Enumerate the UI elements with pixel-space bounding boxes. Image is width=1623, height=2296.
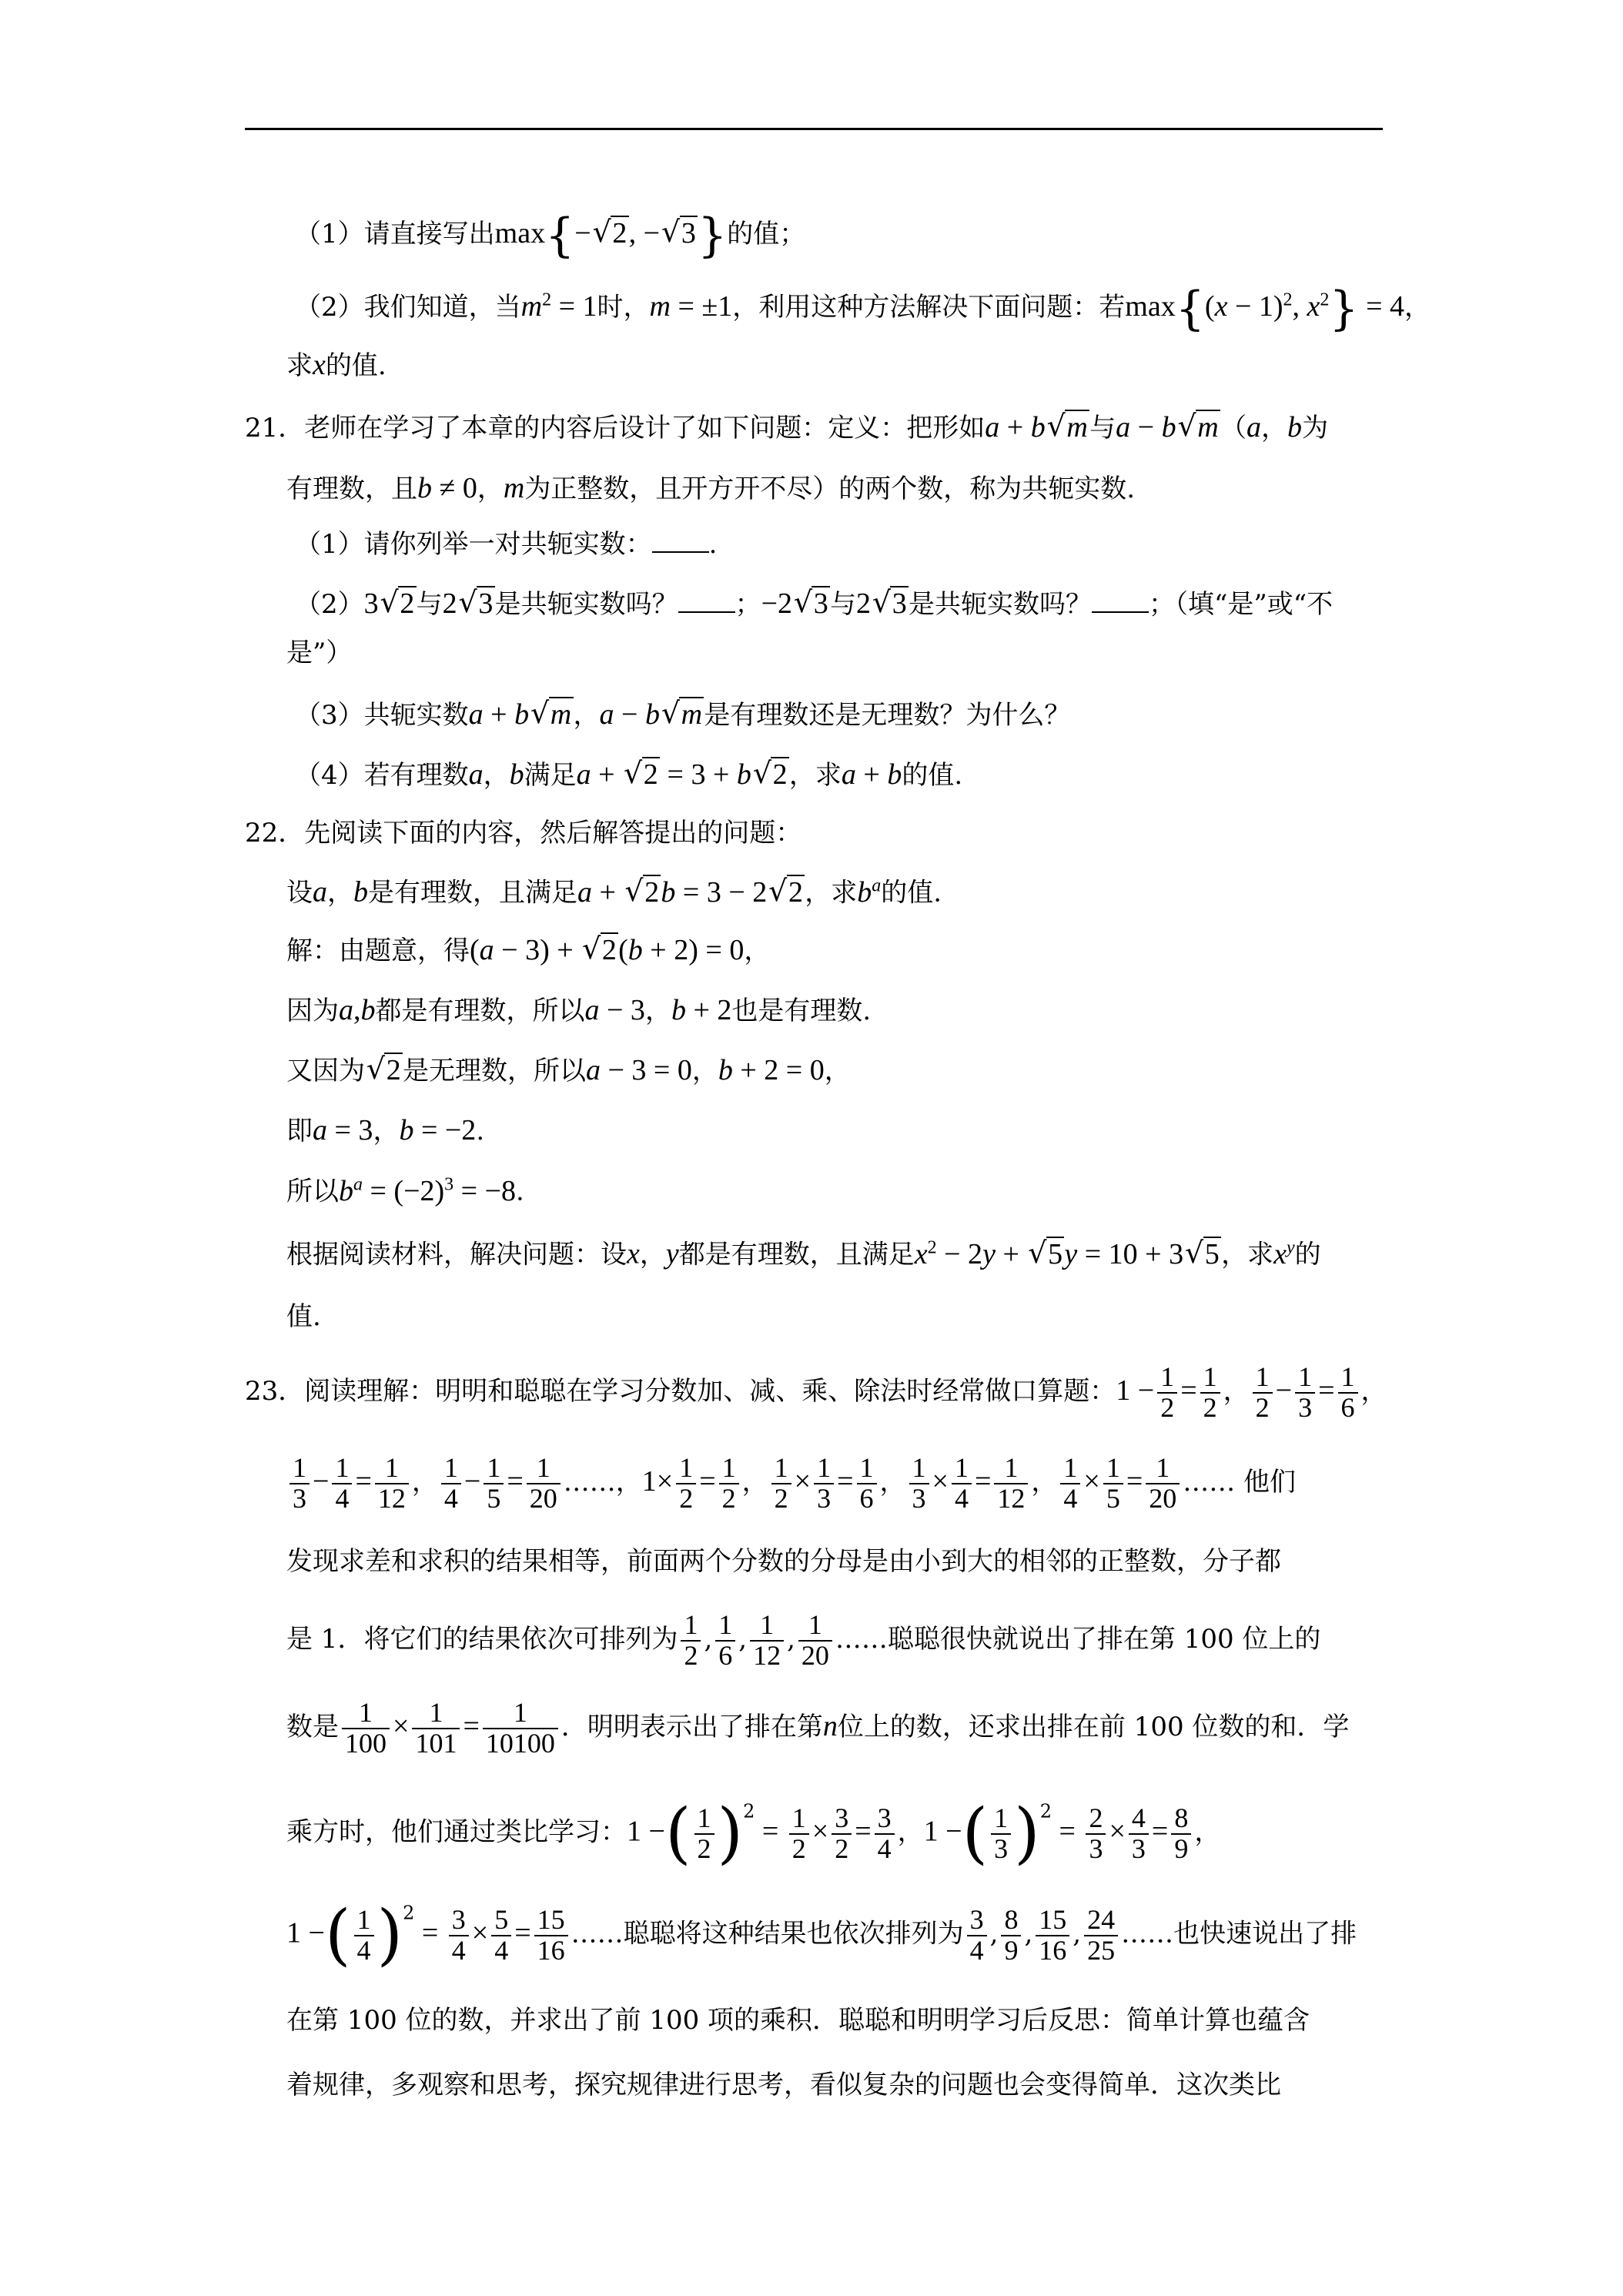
q23-line9: 着规律，多观察和思考，探究规律进行思考，看似复杂的问题也会变得简单．这次类比 [286, 2070, 1281, 2100]
q22-solution-line4: 即a = 3，b = −2. [286, 1114, 485, 1146]
q23-line8: 在第 100 位的数，并求出了前 100 项的乘积．聪聪和明明学习后反思：简单计算也蕴含 [286, 2005, 1310, 2036]
answer-blank [678, 588, 735, 613]
answer-blank [1092, 588, 1149, 613]
q22-solution-line2: 因为a,b都是有理数，所以a − 3，b + 2也是有理数. [286, 994, 872, 1026]
q23-line4: 是 1．将它们的结果依次可排列为 $\frac{1}{2}$ , $\frac{1}{6}$ , $\frac{1}{12}$ , $\frac{1}{20}$ ……聪聪很快就说出了排在第 100 位上的 [286, 1609, 1321, 1671]
q21-stem-line1: 21．老师在学习了本章的内容后设计了如下问题：定义：把形如a + b√ m与a − b√ m（a，b为 [245, 410, 1328, 446]
q22-solution-line5: 所以$b^a = (-2)^3 = -8$. [286, 1174, 524, 1207]
q23-line6: 乘方时，他们通过类比学习：1 −( $\frac{1}{2}$ )$^2$ = $\frac{1}{2}$ × $\frac{3}{2}$ = $\frac{3}{4}$ ，1 −( $\frac{1}{3}$ )$^2$ = $\frac{2}{3}$ × $\frac{4}{3}$ = $\frac{8}{9}$ ， [286, 1795, 1221, 1872]
q21-sub2-cont: 是”） [286, 638, 353, 668]
q20-part2: （2）我们知道，当$m^2 = 1$时，m = ±1，利用这种方法解决下面问题：若$\max\{(x - 1)^2$, $x^2\} = 4$， [295, 282, 1431, 336]
q21-sub3: （3）共轭实数a + b√ m，a − b√ m是有理数还是无理数？为什么？ [295, 698, 1070, 733]
header-rule [245, 128, 1383, 130]
q23-line3: 发现求差和求积的结果相等，前面两个分数的分母是由小到大的相邻的正整数，分子都 [286, 1546, 1281, 1577]
q20-part2-cont: 求x的值. [286, 349, 387, 381]
q20-part1: （1）请直接写出max{−√ 2, −√ 3}的值； [295, 208, 805, 263]
q23-line5: 数是 $\frac{1}{100}$ × $\frac{1}{101}$ = $\frac{1}{10100}$ ．明明表示出了排在第n位上的数，还求出排在前 100 位数的和．学 [286, 1697, 1350, 1759]
q21-sub4: （4）若有理数a，b满足a + √ 2 = 3 + b√ 2，求a + b的值. [295, 758, 962, 793]
q23-line7: 1 −( $\frac{1}{4}$ )$^2$ = $\frac{3}{4}$ × $\frac{5}{4}$ = $\frac{15}{16}$ ……聪聪将这种结果也依次排列为 $\frac{3}{4}$ , $\frac{8}{9}$ , $\frac{15}{16}$ , $\frac{24}{25}$ ……也快速说出了排 [286, 1896, 1357, 1973]
answer-blank [652, 528, 709, 553]
q22-question-cont: 值. [286, 1301, 321, 1332]
q22-stem: 22．先阅读下面的内容，然后解答提出的问题： [245, 818, 802, 848]
q22-question: 根据阅读材料，解决问题：设x，y都是有理数，且满足$x^2 - 2y$ + √ 5y = 10 + 3√ 5，求$x^y$的 [286, 1237, 1321, 1272]
q21-sub1: （1）请你列举一对共轭实数： . [295, 529, 718, 560]
q21-sub2: （2）3√ 2与2√ 3是共轭实数吗？ ；−2√ 3与2√ 3是共轭实数吗？ ；（填“是”或“不 [295, 587, 1333, 622]
q21-stem-line2: 有理数，且b ≠ 0，m为正整数，且开方开不尽）的两个数，称为共轭实数. [286, 472, 1136, 504]
q22-solution-line1: 解：由题意，得(a − 3) + √ 2(b + 2) = 0， [286, 933, 770, 969]
q22-solution-line3: 又因为√ 2是无理数，所以a − 3 = 0，b + 2 = 0， [286, 1053, 851, 1089]
q22-given: 设a，b是有理数，且满足a + √ 2b = 3 − 2√ 2，求$b^a$的值. [286, 875, 942, 910]
q23-line1: 23．阅读理解：明明和聪聪在学习分数加、减、乘、除法时经常做口算题：1 − $\frac{1}{2}$ = $\frac{1}{2}$ ， $\frac{1}{2}$ − $\frac{1}{3}$ = $\frac{1}{6}$ ， [245, 1361, 1387, 1423]
q23-line2: $\frac{1}{3}$ − $\frac{1}{4}$ = $\frac{1}{12}$ ， $\frac{1}{4}$ − $\frac{1}{5}$ = $\frac{1}{20}$ ……，1× $\frac{1}{2}$ = $\frac{1}{2}$ ， $\frac{1}{2}$ × $\frac{1}{3}$ = $\frac{1}{6}$ ， $\frac{1}{3}$ × $\frac{1}{4}$ = $\frac{1}{12}$ ， $\frac{1}{4}$ × $\frac{1}{5}$ = $\frac{1}{20}$ …… 他们 [286, 1454, 1296, 1514]
